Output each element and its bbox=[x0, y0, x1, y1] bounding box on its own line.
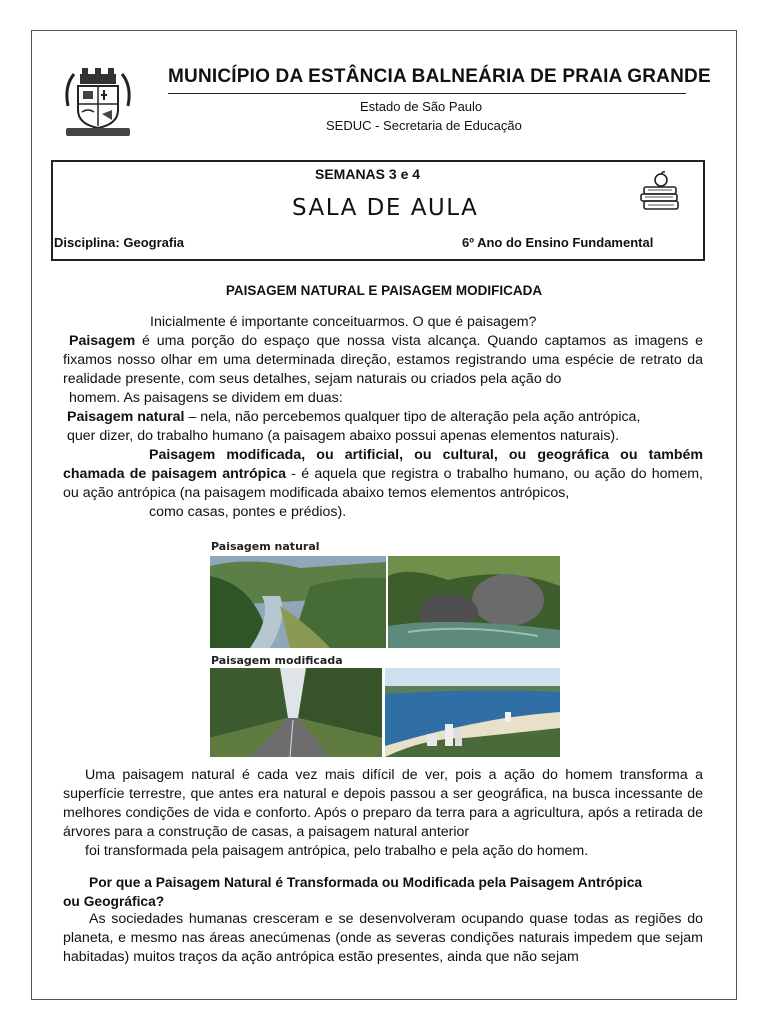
natural-rocks-photo bbox=[388, 556, 560, 648]
class-title: SALA DE AULA bbox=[292, 195, 479, 221]
paragraph-transformation: Uma paisagem natural é cada vez mais difícil de ver, pois a ação do homem transforma a superfície terrestre, que antes era natural e depois passou a ser geográfica, na busca incessante de melhores condições de vida e conforto. Após o preparo da terra para a agricultura, após a retirada de árvores para a construção de casas, a paisagem natural anterior foi transformada pela paisagem antrópica, pelo trabalho e pela ação do homem. bbox=[63, 767, 703, 859]
caption-modified: Paisagem modificada bbox=[211, 654, 343, 667]
department-name: SEDUC - Secretaria de Educação bbox=[326, 118, 522, 133]
landscape-photos bbox=[208, 532, 562, 757]
paragraph-definition: Paisagem é uma porção do espaço que nossa vista alcança. Quando captamos as imagens e fixamos nosso olhar em uma determinada direção, estamos registrando uma espécie de retrato da realidade presente, com seus detalhes, sejam naturais ou criados pela ação do homem. As paisagens se dividem em duas: bbox=[63, 333, 703, 406]
caption-natural: Paisagem natural bbox=[211, 540, 320, 553]
header-divider bbox=[168, 93, 686, 94]
paragraph-societies: As sociedades humanas cresceram e se desenvolveram ocupando quase todas as regiões do planeta, e mesmo nas áreas anecúmenas (onde as severas condições naturais impedem que sejam habitadas) muitos traços da ação antrópica estão presentes, ainda que não sejam bbox=[63, 911, 703, 965]
municipality-title: MUNICÍPIO DA ESTÂNCIA BALNEÁRIA DE PRAIA GRANDE bbox=[168, 66, 711, 87]
term-paisagem: Paisagem bbox=[69, 333, 136, 349]
intro-paragraph: Inicialmente é importante conceituarmos. O que é paisagem? bbox=[150, 314, 537, 330]
paragraph-natural: Paisagem natural – nela, não percebemos qualquer tipo de alteração pela ação antrópica, quer dizer, do trabalho humano (a paisagem abaixo possui apenas elementos naturais). bbox=[67, 409, 641, 444]
municipal-crest-icon bbox=[60, 66, 136, 138]
weeks-label: SEMANAS 3 e 4 bbox=[315, 166, 421, 182]
natural-valley-photo bbox=[210, 556, 386, 648]
books-apple-icon bbox=[636, 170, 682, 212]
grade-label: 6º Ano do Ensino Fundamental bbox=[462, 235, 654, 250]
subject-label: Disciplina: Geografia bbox=[54, 235, 185, 250]
modified-road-photo bbox=[210, 668, 382, 757]
state-name: Estado de São Paulo bbox=[360, 99, 483, 114]
term-paisagem-natural: Paisagem natural bbox=[67, 409, 185, 425]
document-title: PAISAGEM NATURAL E PAISAGEM MODIFICADA bbox=[225, 283, 543, 298]
question-heading: Por que a Paisagem Natural é Transformada ou Modificada pela Paisagem Antrópica ou Geográfica? bbox=[63, 875, 643, 909]
modified-coast-photo bbox=[385, 668, 560, 757]
term-paisagem-modificada: Paisagem modificada, ou artificial, ou cultural, ou geográfica ou também chamada de paisagem antrópica bbox=[63, 447, 703, 482]
paragraph-modified: Paisagem modificada, ou artificial, ou cultural, ou geográfica ou também chamada de paisagem antrópica - é aquela que registra o trabalho humano, ou ação do homem, ou ação antrópica (na paisagem modificada abaixo temos elementos antrópicos, como casas, pontes e prédios). bbox=[63, 447, 704, 520]
